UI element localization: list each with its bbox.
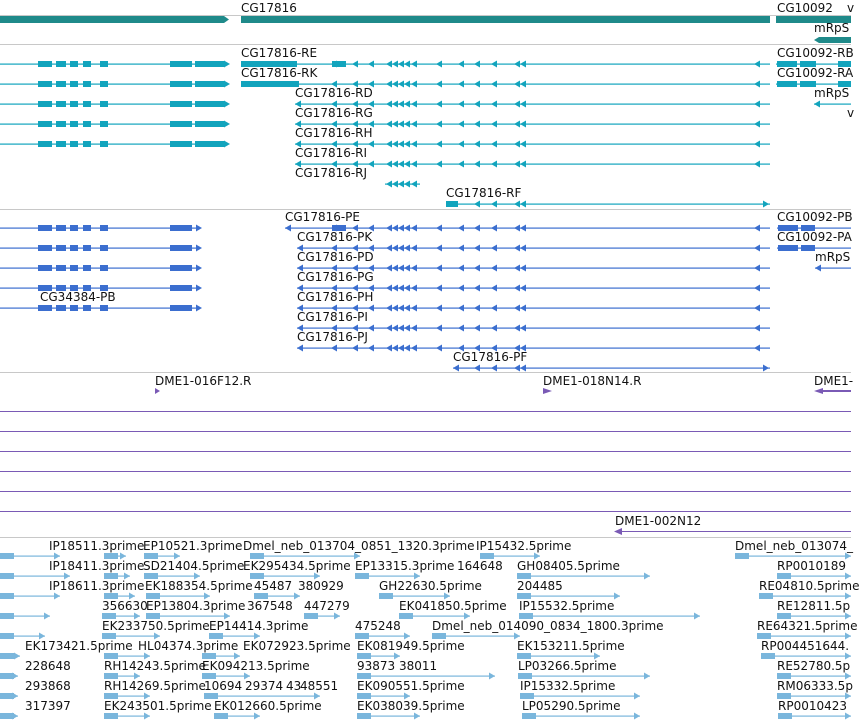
transcript-label[interactable]: CG10092-RA bbox=[777, 66, 854, 80]
transcript-label[interactable]: CG17816-RK bbox=[241, 66, 318, 80]
gene-label[interactable]: CG17816 bbox=[241, 1, 297, 15]
transcript-label-truncated[interactable]: v bbox=[847, 106, 855, 120]
est-label[interactable]: Dmel_neb_013074_ bbox=[735, 539, 854, 553]
est-label[interactable]: 93873 bbox=[357, 659, 396, 673]
est-label[interactable]: 293868 bbox=[25, 679, 71, 693]
clone-label[interactable]: DME1-002N12 bbox=[615, 514, 702, 528]
est-label[interactable]: 43 bbox=[286, 679, 302, 693]
est-label[interactable]: 447279 bbox=[304, 599, 350, 613]
est-label[interactable]: RE64321.5prime bbox=[757, 619, 858, 633]
est-label[interactable]: GH22630.5prime bbox=[379, 579, 482, 593]
strand-arrow[interactable] bbox=[414, 713, 420, 720]
transcript-label[interactable]: CG17816-RH bbox=[295, 126, 373, 140]
gene-label-truncated[interactable]: v bbox=[847, 1, 855, 15]
est-label[interactable]: 10694 bbox=[204, 679, 243, 693]
est-label[interactable]: EP10521.3prime bbox=[143, 539, 243, 553]
strand-arrow[interactable] bbox=[489, 673, 495, 680]
est-block[interactable] bbox=[778, 713, 792, 719]
est-block[interactable] bbox=[104, 713, 118, 719]
est-label[interactable]: IP15432.5prime bbox=[476, 539, 572, 553]
est-line[interactable] bbox=[519, 616, 700, 617]
protein-label[interactable]: CG17816-PK bbox=[297, 230, 373, 244]
est-block[interactable] bbox=[399, 613, 413, 619]
strand-arrow[interactable] bbox=[12, 713, 18, 720]
est-label[interactable]: IP18511.3prime bbox=[49, 539, 145, 553]
est-label[interactable]: HL04374.3prime bbox=[138, 639, 239, 653]
est-label[interactable]: EK090551.5prime bbox=[357, 679, 465, 693]
est-label[interactable]: EK012660.5prime bbox=[214, 699, 322, 713]
est-label[interactable]: IP18611.3prime bbox=[49, 579, 145, 593]
est-label[interactable]: EP13315.3prime bbox=[355, 559, 455, 573]
transcript-label[interactable]: CG17816-RG bbox=[295, 106, 373, 120]
est-block[interactable] bbox=[0, 713, 14, 719]
est-label[interactable]: RP004451644. bbox=[761, 639, 850, 653]
est-line[interactable] bbox=[517, 596, 620, 597]
est-block[interactable] bbox=[0, 673, 14, 679]
clone-label[interactable]: DME1-018N14.R bbox=[543, 374, 642, 388]
protein-label[interactable]: mRpS bbox=[815, 250, 851, 264]
gene-label[interactable]: CG10092 bbox=[777, 1, 833, 15]
protein-label[interactable]: CG17816-PD bbox=[297, 250, 374, 264]
strand-arrow[interactable] bbox=[634, 713, 640, 720]
strand-arrow[interactable] bbox=[845, 713, 851, 720]
est-line[interactable] bbox=[517, 576, 650, 577]
clone-label[interactable]: DME1- bbox=[814, 374, 854, 388]
protein-label[interactable]: CG10092-PA bbox=[777, 230, 852, 244]
est-label[interactable]: EK233750.5prime bbox=[102, 619, 210, 633]
est-block[interactable] bbox=[0, 613, 14, 619]
est-block[interactable] bbox=[0, 553, 14, 559]
est-label[interactable]: EK295434.5prime bbox=[243, 559, 351, 573]
est-label[interactable]: LP03266.5prime bbox=[518, 659, 617, 673]
strand-arrow[interactable] bbox=[634, 693, 640, 700]
protein-label[interactable]: CG17816-PH bbox=[297, 290, 374, 304]
est-label[interactable]: EK243501.5prime bbox=[104, 699, 212, 713]
transcript-label[interactable]: CG17816-RE bbox=[241, 46, 318, 60]
est-block[interactable] bbox=[0, 593, 14, 599]
est-line[interactable] bbox=[357, 676, 495, 677]
est-label[interactable]: EK081949.5prime bbox=[357, 639, 465, 653]
est-label[interactable]: GH08405.5prime bbox=[517, 559, 620, 573]
est-block[interactable] bbox=[0, 573, 14, 579]
est-line[interactable] bbox=[518, 676, 650, 677]
est-label[interactable]: RE12811.5p bbox=[777, 599, 851, 613]
est-label[interactable]: 356630 bbox=[102, 599, 148, 613]
transcript-label[interactable]: CG17816-RF bbox=[446, 186, 522, 200]
est-label[interactable]: EK041850.5prime bbox=[399, 599, 507, 613]
est-label[interactable]: EK038039.5prime bbox=[357, 699, 465, 713]
est-label[interactable]: LP05290.5prime bbox=[522, 699, 621, 713]
strand-arrow[interactable] bbox=[254, 713, 260, 720]
transcript-label[interactable]: CG17816-RD bbox=[295, 86, 373, 100]
strand-arrow[interactable] bbox=[12, 693, 18, 700]
est-label[interactable]: 367548 bbox=[247, 599, 293, 613]
est-label[interactable]: 45487 bbox=[254, 579, 293, 593]
est-block[interactable] bbox=[0, 633, 14, 639]
est-label[interactable]: EK153211.5prime bbox=[517, 639, 625, 653]
est-label[interactable]: EK188354.5prime bbox=[145, 579, 253, 593]
est-block[interactable] bbox=[735, 553, 749, 559]
est-label[interactable]: SD21404.5prime bbox=[143, 559, 245, 573]
clone-label[interactable]: DME1-016F12.R bbox=[155, 374, 252, 388]
est-label[interactable]: EK173421.5prime bbox=[25, 639, 133, 653]
strand-arrow[interactable] bbox=[694, 613, 700, 620]
protein-label[interactable]: CG17816-PE bbox=[285, 210, 360, 224]
est-line[interactable] bbox=[757, 636, 851, 637]
est-block[interactable] bbox=[357, 713, 371, 719]
est-label[interactable]: 29374 bbox=[245, 679, 284, 693]
strand-arrow[interactable] bbox=[334, 613, 340, 620]
est-label[interactable]: RP0010423 bbox=[778, 699, 848, 713]
est-label[interactable]: EP14414.3prime bbox=[209, 619, 309, 633]
est-label[interactable]: Dmel_neb_014090_0834_1800.3prime bbox=[432, 619, 664, 633]
strand-arrow[interactable] bbox=[644, 673, 650, 680]
protein-label[interactable]: CG17816-PF bbox=[453, 350, 528, 364]
protein-label[interactable]: CG17816-PG bbox=[297, 270, 374, 284]
est-label[interactable]: Dmel_neb_013704_0851_1320.3prime bbox=[243, 539, 475, 553]
est-label[interactable]: IP15332.5prime bbox=[520, 679, 616, 693]
est-line[interactable] bbox=[204, 696, 320, 697]
est-label[interactable]: RH14243.5prime bbox=[104, 659, 206, 673]
est-label[interactable]: 228648 bbox=[25, 659, 71, 673]
est-label[interactable]: RM06333.5p bbox=[777, 679, 853, 693]
est-label[interactable]: RH14269.5prime bbox=[104, 679, 206, 693]
est-label[interactable]: EP13804.3prime bbox=[146, 599, 246, 613]
est-label[interactable]: 475248 bbox=[355, 619, 401, 633]
transcript-label[interactable]: CG17816-RI bbox=[295, 146, 368, 160]
est-label[interactable]: EK072923.5prime bbox=[243, 639, 351, 653]
est-label[interactable]: 48551 bbox=[300, 679, 339, 693]
est-line[interactable] bbox=[520, 696, 640, 697]
est-label[interactable]: 380929 bbox=[298, 579, 344, 593]
transcript-label[interactable]: CG17816-RJ bbox=[295, 166, 368, 180]
transcript-label[interactable]: mRpS bbox=[814, 86, 850, 100]
est-block[interactable] bbox=[214, 713, 228, 719]
transcript-label[interactable]: CG10092-RB bbox=[777, 46, 854, 60]
est-label[interactable]: IP15532.5prime bbox=[519, 599, 615, 613]
est-line[interactable] bbox=[735, 556, 851, 557]
strand-arrow[interactable] bbox=[644, 573, 650, 580]
est-label[interactable]: RE04810.5prime bbox=[759, 579, 860, 593]
est-block[interactable] bbox=[522, 713, 536, 719]
est-block[interactable] bbox=[761, 653, 775, 659]
est-label[interactable]: IP18411.3prime bbox=[49, 559, 145, 573]
est-block[interactable] bbox=[0, 693, 14, 699]
est-line[interactable] bbox=[522, 716, 640, 717]
est-label[interactable]: 164648 bbox=[457, 559, 503, 573]
strand-arrow[interactable] bbox=[44, 613, 50, 620]
strand-arrow[interactable] bbox=[12, 673, 18, 680]
strand-arrow[interactable] bbox=[144, 713, 150, 720]
gene-label[interactable]: mRpS bbox=[814, 21, 850, 35]
est-label[interactable]: RE52780.5p bbox=[777, 659, 851, 673]
est-label[interactable]: 38011 bbox=[399, 659, 438, 673]
est-block[interactable] bbox=[355, 573, 369, 579]
est-line[interactable] bbox=[250, 556, 360, 557]
strand-arrow[interactable] bbox=[614, 593, 620, 600]
strand-arrow[interactable] bbox=[294, 593, 300, 600]
est-block[interactable] bbox=[379, 593, 393, 599]
est-block[interactable] bbox=[0, 653, 14, 659]
est-label[interactable]: EK094213.5prime bbox=[202, 659, 310, 673]
protein-label[interactable]: CG34384-PB bbox=[40, 290, 116, 304]
est-label[interactable]: 204485 bbox=[517, 579, 563, 593]
strand-arrow[interactable] bbox=[54, 593, 60, 600]
est-block[interactable] bbox=[759, 593, 773, 599]
protein-label[interactable]: CG10092-PB bbox=[777, 210, 853, 224]
est-label[interactable]: 317397 bbox=[25, 699, 71, 713]
strand-arrow[interactable] bbox=[14, 653, 20, 660]
protein-label[interactable]: CG17816-PI bbox=[297, 310, 368, 324]
est-label[interactable]: RP0010189 bbox=[777, 559, 847, 573]
protein-label[interactable]: CG17816-PJ bbox=[297, 330, 368, 344]
